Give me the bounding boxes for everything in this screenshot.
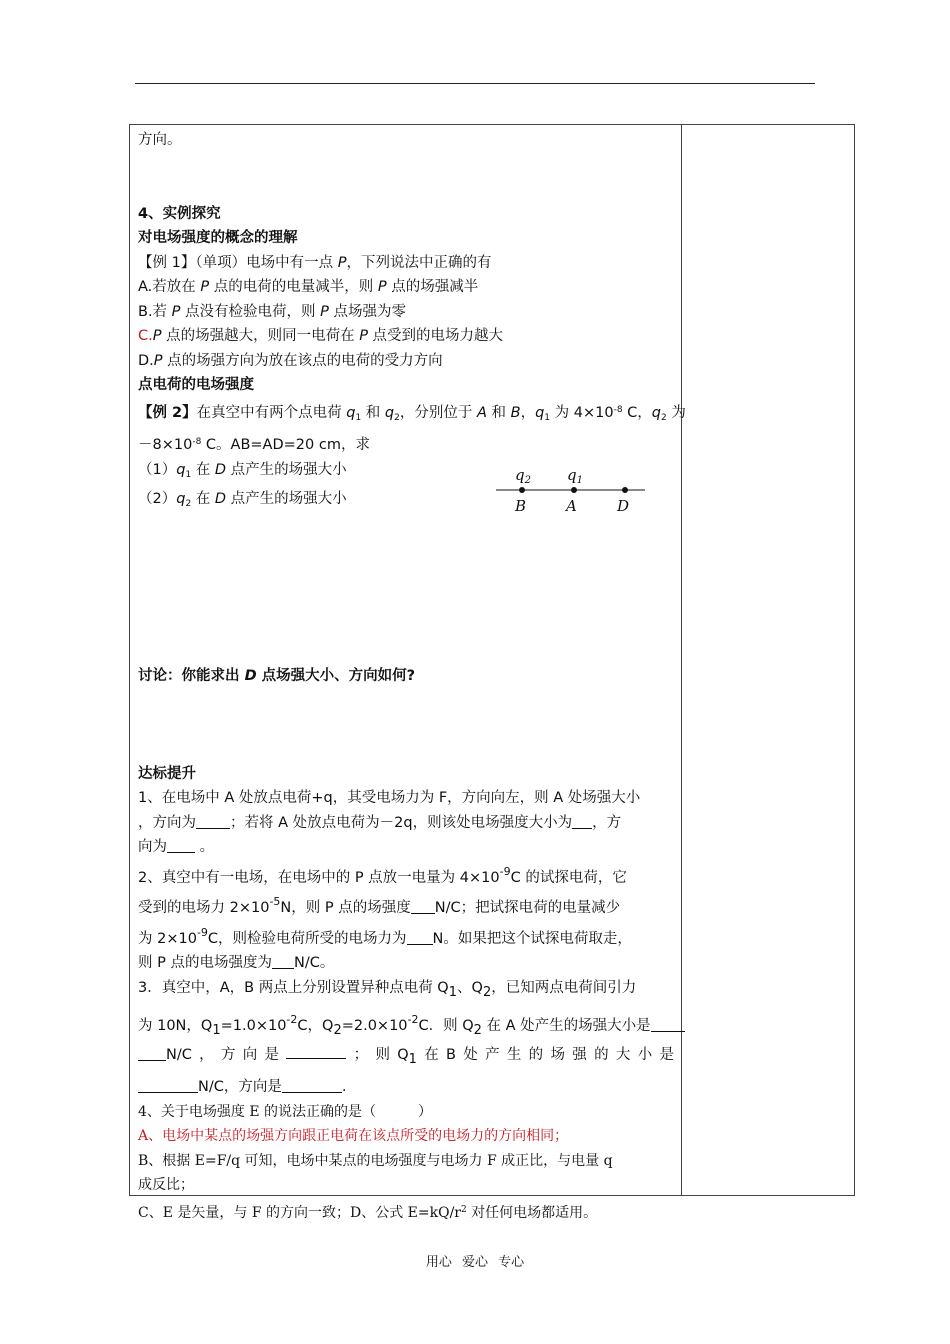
problem1-line2: ，方向为 ；若将 A 处放点电荷为－2q，则该处电场强度大小为 ，方 — [138, 814, 622, 831]
problem4-option-a: A、电场中某点的场强方向跟正电荷在该点所受的电场力的方向相同； — [138, 1128, 569, 1144]
label-d: D — [617, 497, 630, 515]
point-a-dot — [571, 487, 577, 493]
column-divider — [681, 124, 682, 1195]
blank[interactable] — [167, 837, 195, 853]
problem3-line2: 为 10N，$Q1=1.0\times 10^{-2}C$，$Q2=2.0\times 10^{-2}C$．则 Q2 在 A 处产生的场强大小是 — [138, 1008, 674, 1044]
example2-stem-line2: $-8\times 10^{-8}$ C。AB=AD=20 cm，求 — [138, 437, 370, 453]
continued-text: 方向。 — [138, 132, 182, 148]
problem4-stem: 4、关于电场强度 E 的说法正确的是（ ） — [138, 1103, 433, 1120]
charge-position-diagram — [493, 465, 649, 517]
example2-part1: $(1)q_1$ 在 D 点产生的场强大小 — [138, 461, 347, 480]
problem2-line1: 2、真空中有一电场，在电场中的 P 点放一电量为 $4\times 10^{-9}C$ 的试探电荷，它 — [138, 864, 627, 886]
example1-stem: 【例 1】（单项）电场中有一点 P，下列说法中正确的有 — [138, 254, 492, 271]
example2-stem-line1: 【例 2】在真空中有两个点电荷 $q_1$ 和 $q_2$，分别位于 A 和 B，$q_1$ 为 $4\times 10^{-8}$ C，$q_2$ 为 — [138, 404, 686, 423]
blank[interactable] — [282, 1077, 342, 1093]
blank[interactable] — [196, 813, 230, 829]
problem2-line4: 则 P 点的电场强度为 N/C。 — [138, 955, 335, 971]
blank[interactable] — [138, 1077, 198, 1093]
problem4-option-b-line1: B、根据 E=F/q 可知，电场中某点的电场强度与电场力 F 成正比，与电量 q — [138, 1152, 613, 1169]
label-b: B — [515, 497, 527, 515]
problem4-option-b-line2: 成反比； — [138, 1177, 194, 1193]
blank[interactable] — [572, 813, 592, 829]
discussion-prompt: 讨论：你能求出 D 点场强大小、方向如何? — [138, 667, 416, 684]
blank[interactable] — [407, 929, 433, 945]
problem2-line3: 为 $2\times 10^{-9}C$，则检验电荷所受的电场力为 N。如果把这个试探电荷取走， — [138, 925, 632, 947]
problem1-line3: 向为 。 — [138, 839, 215, 855]
main-cell — [138, 128, 686, 1225]
blank[interactable] — [272, 953, 294, 969]
example1-option-d: D.P 点的场强方向为放在该点的电荷的受力方向 — [138, 352, 443, 369]
subsection-title-concept: 对电场强度的概念的理解 — [138, 230, 298, 246]
section-title: 4、实例探究 — [138, 205, 221, 222]
answer-mark-a: A、 — [138, 1128, 163, 1144]
problem3-line4: N/C，方向是 . — [138, 1075, 674, 1100]
header-rule — [135, 83, 815, 84]
problem3-line1: 3．真空中，A，B 两点上分别设置异种点电荷 Q1、Q2，已知两点电荷间引力 — [138, 979, 637, 1000]
blank[interactable] — [651, 1016, 685, 1032]
problem2-line2: 受到的电场力 $2\times 10^{-5}N$，则 P 点的场强度 N/C；把试探电荷的电量减少 — [138, 895, 621, 916]
answer-mark-c: C. — [138, 328, 153, 344]
point-d-dot — [622, 487, 628, 493]
example2-part2: $(2)q_2$ 在 D 点产生的场强大小 — [138, 491, 347, 509]
point-b-dot — [519, 487, 525, 493]
problem3-line3: N/C ， 方 向 是 ； 则 Q1 在 B 处 产 生 的 场 强 的 大 小 是 — [138, 1043, 674, 1075]
blank[interactable] — [138, 1045, 166, 1061]
example1-option-c: C.P 点的场强越大，则同一电荷在 P 点受到的电场力越大 — [138, 328, 504, 344]
example1-option-b: B.若 P 点没有检验电荷，则 P 点场强为零 — [138, 303, 406, 320]
practice-title: 达标提升 — [138, 765, 196, 782]
page-footer: 用心 爱心 专心 — [425, 1255, 525, 1270]
subsection-title-point-charge: 点电荷的电场强度 — [138, 377, 254, 393]
blank[interactable] — [411, 898, 435, 914]
problem1-line1: 1、在电场中 A 处放点电荷+q，其受电场力为 F，方向向左，则 A 处场强大小 — [138, 790, 641, 806]
label-q2: $q_2$ — [515, 466, 531, 486]
example1-option-a: A.若放在 P 点的电荷的电量减半，则 P 点的场强减半 — [138, 279, 479, 295]
label-a: A — [566, 497, 577, 515]
problem4-option-cd: C、E 是矢量，与 F 的方向一致；D、公式 $E=kQ/r^2$ 对任何电场都适用。 — [138, 1204, 598, 1221]
blank[interactable] — [286, 1043, 346, 1059]
label-q1: $q_1$ — [567, 466, 583, 486]
